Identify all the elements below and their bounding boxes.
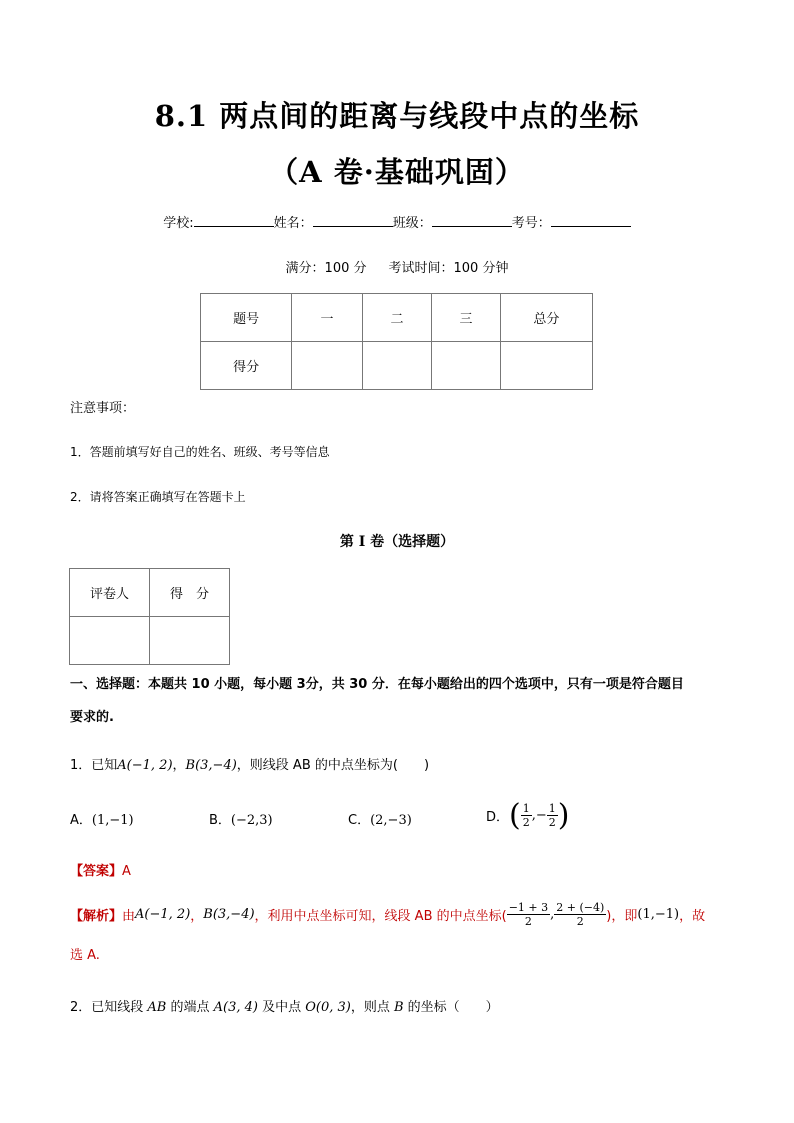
exam-meta bbox=[0, 257, 794, 276]
analysis-comma: , bbox=[550, 907, 555, 922]
paren-left: ( bbox=[509, 798, 521, 833]
grader-cell[interactable] bbox=[70, 617, 150, 665]
q1-option-c[interactable] bbox=[348, 809, 412, 828]
q1-suffix: ，则线段 AB 的中点坐标为( ) bbox=[236, 758, 430, 773]
q2-text: 的端点 bbox=[166, 1000, 214, 1015]
q1-point-b: B(3,−4) bbox=[185, 758, 237, 773]
q2-point-b: B bbox=[393, 1000, 404, 1015]
score-cell[interactable] bbox=[362, 342, 431, 390]
q1-analysis-cont: 选 A. bbox=[70, 948, 100, 963]
analysis-sep: ， bbox=[190, 909, 204, 924]
grader-header: 得 分 bbox=[149, 569, 229, 617]
q1-point-a: A(−1, 2) bbox=[117, 758, 173, 773]
school-blank[interactable] bbox=[194, 214, 274, 227]
page-title: 8.1 两点间的距离与线段中点的坐标 bbox=[154, 99, 640, 133]
student-info-line bbox=[0, 212, 794, 231]
q2-point-o: O(0, 3) bbox=[305, 1000, 351, 1015]
answer-tag: 【答案】 bbox=[70, 864, 123, 879]
score-header-cell: 题号 bbox=[201, 294, 292, 342]
page-subtitle: （A 卷·基础巩固） bbox=[269, 155, 525, 189]
q2-text: 的坐标（ ） bbox=[403, 1000, 499, 1015]
question-2 bbox=[70, 996, 499, 1015]
q2-segment: AB bbox=[147, 1000, 167, 1015]
option-c-value: (2,−3) bbox=[370, 813, 412, 828]
q1-option-b[interactable] bbox=[209, 809, 273, 828]
id-label: 考号： bbox=[511, 216, 551, 231]
grader-table bbox=[69, 568, 230, 665]
score-header-cell: 一 bbox=[292, 294, 362, 342]
analysis-text: ，故 bbox=[679, 909, 706, 924]
q2-prefix: 2．已知线段 bbox=[70, 1000, 148, 1015]
name-blank[interactable] bbox=[313, 214, 393, 227]
analysis-point-a: A(−1, 2) bbox=[135, 907, 191, 922]
score-header-cell: 三 bbox=[432, 294, 500, 342]
id-blank[interactable] bbox=[551, 214, 631, 227]
score-header-cell: 总分 bbox=[500, 294, 592, 342]
class-blank[interactable] bbox=[432, 214, 512, 227]
option-a-value: (1,−1) bbox=[91, 813, 134, 828]
option-d-sep: ,− bbox=[531, 808, 547, 823]
q2-text: 及中点 bbox=[257, 1000, 306, 1015]
notice-item: 1．答题前填写好自己的姓名、班级、考号等信息 bbox=[70, 445, 330, 459]
grader-cell[interactable] bbox=[149, 617, 229, 665]
option-a-label: A． bbox=[70, 813, 92, 828]
option-d-label: D． bbox=[486, 810, 510, 825]
question-1 bbox=[70, 754, 429, 773]
q1-answer bbox=[70, 860, 131, 879]
name-label: 姓名： bbox=[273, 216, 313, 231]
analysis-tag: 【解析】 bbox=[70, 909, 123, 924]
q2-point-a: A(3, 4) bbox=[213, 1000, 258, 1015]
fraction: $\frac{1}{2}$ bbox=[522, 802, 530, 829]
q1-option-d[interactable] bbox=[486, 798, 569, 833]
option-b-value: (−2,3) bbox=[230, 813, 273, 828]
q2-text: ，则点 bbox=[350, 1000, 394, 1015]
score-table bbox=[200, 293, 593, 390]
full-marks: 满分：100 分 bbox=[285, 261, 367, 276]
q1-option-a[interactable] bbox=[70, 809, 134, 828]
score-cell[interactable] bbox=[292, 342, 362, 390]
analysis-result: (1,−1) bbox=[637, 907, 680, 922]
answer-value: A bbox=[122, 864, 131, 879]
exam-time: 考试时间：100 分钟 bbox=[388, 261, 509, 276]
notice-title: 注意事项： bbox=[70, 401, 136, 416]
q1-analysis bbox=[70, 901, 705, 928]
notice-item: 2．请将答案正确填写在答题卡上 bbox=[70, 490, 246, 504]
score-row-label: 得分 bbox=[201, 342, 292, 390]
fraction: $\frac{-1 + 3}{2}$ bbox=[508, 901, 549, 928]
score-cell[interactable] bbox=[500, 342, 592, 390]
class-label: 班级： bbox=[392, 216, 432, 231]
analysis-text: ，利用中点坐标可知，线段 AB 的中点坐标( bbox=[254, 909, 507, 924]
school-label: 学校: bbox=[163, 216, 194, 231]
section-title: 第 I 卷（选择题） bbox=[339, 534, 455, 550]
option-c-label: C． bbox=[348, 813, 371, 828]
score-header-cell: 二 bbox=[362, 294, 431, 342]
q1-prefix: 1．已知 bbox=[70, 758, 118, 773]
analysis-point-b: B(3,−4) bbox=[203, 907, 255, 922]
part1-instructions-cont: 要求的. bbox=[70, 710, 114, 725]
part1-instructions: 一、选择题：本题共 10 小题，每小题 3分，共 30 分．在每小题给出的四个选项中，只有一项是符合题目 bbox=[70, 677, 684, 692]
fraction: $\frac{2 + (-4)}{2}$ bbox=[556, 901, 605, 928]
fraction: $\frac{1}{2}$ bbox=[548, 802, 556, 829]
analysis-text: 由 bbox=[122, 909, 136, 924]
option-b-label: B． bbox=[209, 813, 231, 828]
grader-header: 评卷人 bbox=[70, 569, 150, 617]
paren-right: ) bbox=[557, 798, 570, 833]
analysis-text: )，即 bbox=[606, 909, 638, 924]
q1-sep: ， bbox=[172, 758, 186, 773]
score-cell[interactable] bbox=[432, 342, 500, 390]
